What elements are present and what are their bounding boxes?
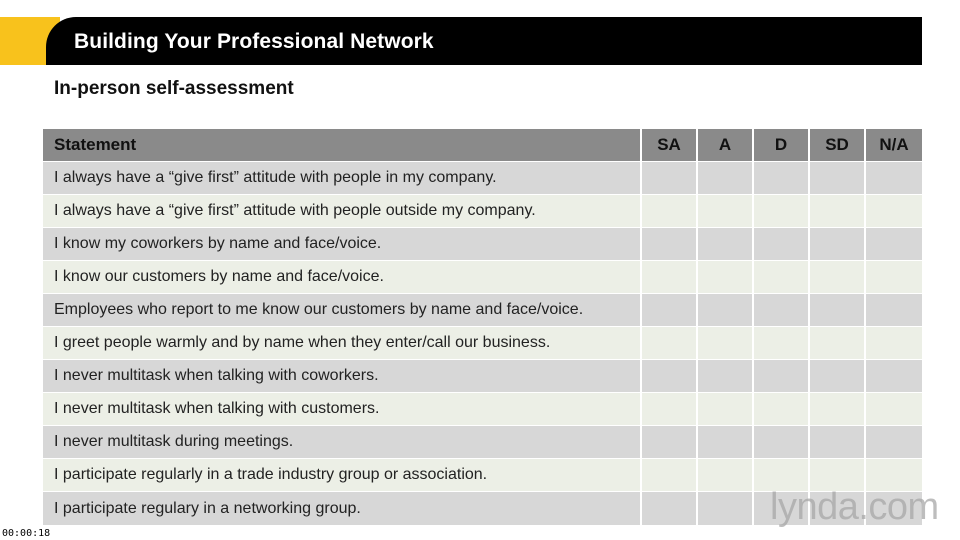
a-cell[interactable] [698,228,754,260]
lynda-watermark: lynda.com [770,486,939,528]
table-row [43,360,922,393]
d-cell[interactable] [754,162,810,194]
a-cell[interactable] [698,294,754,326]
a-cell[interactable] [698,195,754,227]
table-row [43,261,922,294]
table-row [43,162,922,195]
statement-cell: I greet people warmly and by name when they enter/call our business. [43,327,642,359]
statement-cell: I participate regularly in a trade industry group or association. [43,459,642,491]
sa-cell[interactable] [642,294,698,326]
statement-cell: Employees who report to me know our customers by name and face/voice. [43,294,642,326]
na-cell[interactable] [866,261,922,293]
a-cell[interactable] [698,162,754,194]
a-cell[interactable] [698,426,754,458]
a-cell[interactable] [698,261,754,293]
d-cell[interactable] [754,393,810,425]
sa-cell[interactable] [642,261,698,293]
na-cell[interactable] [866,294,922,326]
sd-cell[interactable] [810,228,866,260]
table-row [43,426,922,459]
video-timestamp: 00:00:18 [2,528,51,539]
sd-cell[interactable] [810,294,866,326]
sd-cell[interactable] [810,195,866,227]
sa-cell[interactable] [642,492,698,525]
column-header-na: N/A [866,129,922,161]
sa-cell[interactable] [642,195,698,227]
sa-cell[interactable] [642,228,698,260]
na-cell[interactable] [866,360,922,392]
na-cell[interactable] [866,195,922,227]
d-cell[interactable] [754,228,810,260]
table-row [43,228,922,261]
d-cell[interactable] [754,261,810,293]
statement-cell: I never multitask during meetings. [43,426,642,458]
statement-cell: I always have a “give first” attitude with people outside my company. [43,195,642,227]
statement-cell: I never multitask when talking with coworkers. [43,360,642,392]
a-cell[interactable] [698,492,754,525]
na-cell[interactable] [866,327,922,359]
column-header-sa: SA [642,129,698,161]
table-row [43,195,922,228]
sd-cell[interactable] [810,360,866,392]
statement-cell: I know our customers by name and face/voice. [43,261,642,293]
sa-cell[interactable] [642,459,698,491]
sa-cell[interactable] [642,393,698,425]
a-cell[interactable] [698,393,754,425]
na-cell[interactable] [866,162,922,194]
d-cell[interactable] [754,327,810,359]
sa-cell[interactable] [642,360,698,392]
na-cell[interactable] [866,228,922,260]
assessment-table [43,129,922,525]
sd-cell[interactable] [810,393,866,425]
column-header-d: D [754,129,810,161]
d-cell[interactable] [754,195,810,227]
sd-cell[interactable] [810,261,866,293]
sd-cell[interactable] [810,162,866,194]
section-heading: In-person self-assessment [54,78,294,99]
page-title: Building Your Professional Network [74,30,434,53]
table-row [43,393,922,426]
table-row [43,327,922,360]
table-row [43,294,922,327]
d-cell[interactable] [754,426,810,458]
a-cell[interactable] [698,459,754,491]
column-header-a: A [698,129,754,161]
na-cell[interactable] [866,393,922,425]
a-cell[interactable] [698,360,754,392]
sd-cell[interactable] [810,327,866,359]
a-cell[interactable] [698,327,754,359]
column-header-statement: Statement [43,129,642,161]
statement-cell: I know my coworkers by name and face/voice. [43,228,642,260]
table-header-row [43,129,922,162]
na-cell[interactable] [866,426,922,458]
sa-cell[interactable] [642,327,698,359]
statement-cell: I never multitask when talking with customers. [43,393,642,425]
statement-cell: I participate regulary in a networking group. [43,492,642,525]
sa-cell[interactable] [642,426,698,458]
column-header-sd: SD [810,129,866,161]
sa-cell[interactable] [642,162,698,194]
d-cell[interactable] [754,294,810,326]
statement-cell: I always have a “give first” attitude with people in my company. [43,162,642,194]
sd-cell[interactable] [810,426,866,458]
d-cell[interactable] [754,360,810,392]
